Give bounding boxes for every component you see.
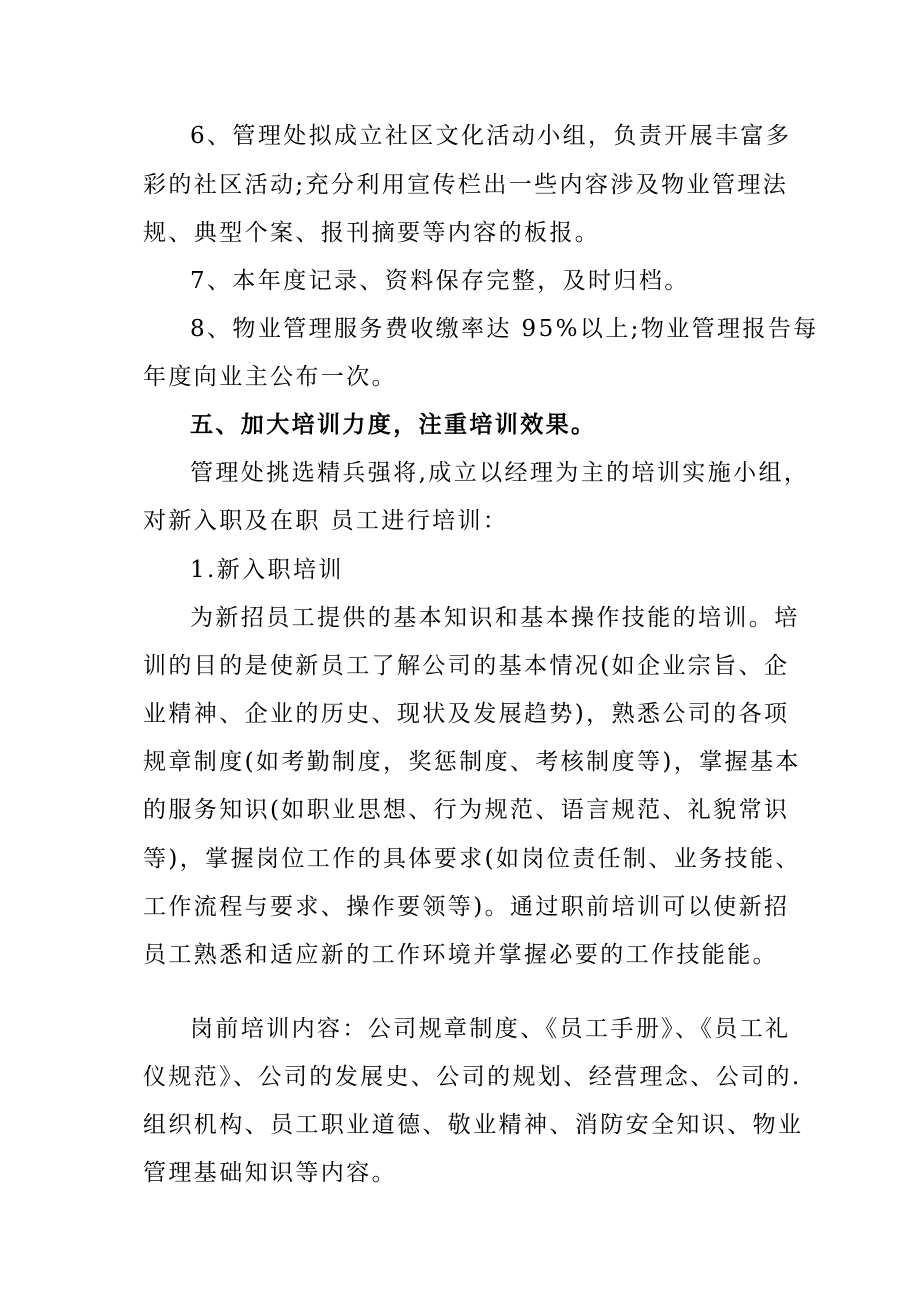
paragraph-line: 仪规范》、公司的发展史、公司的规划、经营理念、公司的. <box>143 1064 802 1090</box>
paragraph-line: 彩的社区活动;充分利用宣传栏出一些内容涉及物业管理法 <box>143 172 789 198</box>
paragraph-line: 规、典型个案、报刊摘要等内容的板报。 <box>143 220 601 246</box>
paragraph-line: 管理基础知识等内容。 <box>143 1160 397 1186</box>
paragraph-line: 组织机构、员工职业道德、敬业精神、消防安全知识、物业 <box>143 1112 804 1138</box>
paragraph-line: 年度向业主公布一次。 <box>143 364 397 390</box>
paragraph-line: 规章制度(如考勤制度，奖惩制度、考核制度等)，掌握基本 <box>143 749 801 775</box>
paragraph-line: 业精神、企业的历史、现状及发展趋势)，熟悉公司的各项 <box>143 701 790 727</box>
paragraph-line: 员工熟悉和适应新的工作环境并掌握必要的工作技能能。 <box>143 942 778 968</box>
paragraph-line: 工作流程与要求、操作要领等)。通过职前培训可以使新招 <box>143 894 790 920</box>
paragraph-line: 对新入职及在职 员工进行培训： <box>143 508 509 534</box>
subheading: 1.新入职培训 <box>190 557 344 583</box>
section-heading: 五、加大培训力度，注重培训效果。 <box>190 411 597 438</box>
paragraph-line: 岗前培训内容：公司规章制度、《员工手册》、《员工礼 <box>190 1016 791 1042</box>
paragraph-line: 训的目的是使新员工了解公司的基本情况(如企业宗旨、企 <box>143 653 790 679</box>
paragraph-line: 的服务知识(如职业思想、行为规范、语言规范、礼貌常识 <box>143 797 790 823</box>
paragraph-line: 6、管理处拟成立社区文化活动小组，负责开展丰富多 <box>190 123 792 149</box>
paragraph-line: 为新招员工提供的基本知识和基本操作技能的培训。培 <box>190 605 800 631</box>
paragraph-line: 8、物业管理服务费收缴率达 95%以上;物业管理报告每 <box>190 316 819 342</box>
paragraph-line: 管理处挑选精兵强将,成立以经理为主的培训实施小组， <box>190 460 810 486</box>
paragraph-line: 7、本年度记录、资料保存完整，及时归档。 <box>190 268 690 294</box>
paragraph-line: 等)，掌握岗位工作的具体要求(如岗位责任制、业务技能、 <box>143 846 801 872</box>
